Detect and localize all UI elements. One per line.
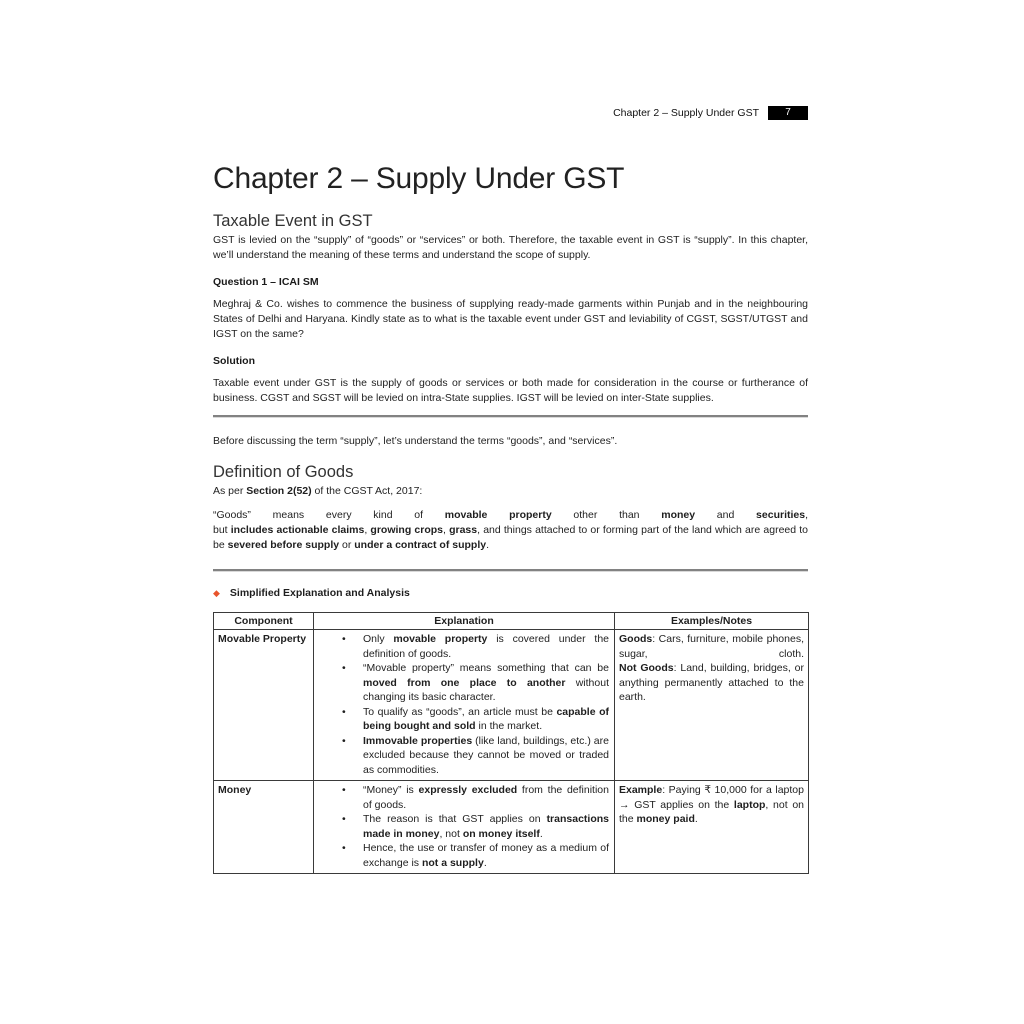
explanation-bullet-list [318,783,610,870]
examples-line: Not Goods: Land, building, bridges, or anything permanently attached to the earth. [619,662,804,703]
explanation-bullet: • Only movable property is covered under the definition of goods. [338,632,609,661]
table-header-explanation: Explanation [314,613,615,630]
section-definition-of-goods [213,462,808,553]
solution-body: Taxable event under GST is the supply of goods or services or both made for consideration in the course or furtherance of business. CGST and SGST will be levied on intra-State supplies. IGST will be levied on inter-State supplies. [213,377,808,404]
explanation-bullet: • “Movable property” means something that can be moved from one place to another without changing its basic character. [338,661,609,705]
explanation-bullet: • Hence, the use or transfer of money as a medium of exchange is not a supply. [338,841,609,870]
table-header-row [214,613,809,630]
explanation-bullet: • Immovable properties (like land, buildings, etc.) are excluded because they cannot be moved or traded as commodities. [338,734,609,778]
explanation-bullet: • To qualify as “goods”, an article must be capable of being bought and sold in the market. [338,705,609,734]
component-cell: Movable Property [214,630,314,781]
explanation-bullet: • The reason is that GST applies on transactions made in money, not on money itself. [338,812,609,841]
analysis-table [213,612,809,874]
definition-goods-heading: Definition of Goods [213,463,354,481]
component-cell: Money [214,781,314,874]
definition-text-line1: “Goods” means every kind of movable property other than money and securities, [213,509,808,521]
running-header-title: Chapter 2 – Supply Under GST [613,107,759,119]
explanation-bullet-list [318,632,610,777]
diamond-icon: ◆ [213,588,220,598]
analysis-callout [213,586,808,601]
question-1-body: Meghraj & Co. wishes to commence the business of supplying ready-made garments within Punjab and in the neighbouring States of Delhi and Haryana. Kindly state as to what is the taxable event under GST and leviability of CGST, SGST/UTGST and IGST on the same? [213,298,808,340]
explanation-cell [314,781,615,874]
solution-heading: Solution [213,355,255,367]
transition-paragraph: Before discussing the term “supply”, let’s understand the terms “goods”, and “services”. [213,435,618,447]
document-page [213,0,808,874]
definition-intro: As per Section 2(52) of the CGST Act, 2017: [213,485,423,497]
section-question-1 [213,275,808,342]
page-number-badge: 7 [768,106,808,120]
examples-cell [615,781,809,874]
explanation-cell [314,630,615,781]
examples-line: Goods: Cars, furniture, mobile phones, sugar, cloth. [619,633,804,660]
section-solution [213,354,808,406]
table-header-component: Component [214,613,314,630]
definition-text-rest: but includes actionable claims, growing crops, grass, and things attached to or forming part of the land which are agreed to be severed before supply or under a contract of supply. [213,524,809,551]
table-row-money [214,781,809,874]
table-row-movable-property [214,630,809,781]
section-divider-2 [213,569,808,571]
table-header-examples: Examples/Notes [615,613,809,630]
analysis-heading: Simplified Explanation and Analysis [229,587,410,599]
section-taxable-event [213,211,808,263]
section-divider-1 [213,415,808,417]
taxable-event-heading: Taxable Event in GST [213,212,373,230]
question-1-heading: Question 1 – ICAI SM [213,276,319,288]
taxable-event-paragraph: GST is levied on the “supply” of “goods” or “services” or both. Therefore, the taxable event in GST is “supply”. In this chapter, we’ll understand the meaning of these terms and understand the scope of supply. [213,234,808,261]
examples-line: Example: Paying ₹ 10,000 for a laptop → GST applies on the laptop, not on the money paid. [619,784,805,825]
explanation-bullet: • “Money” is expressly excluded from the definition of goods. [338,783,609,812]
chapter-title: Chapter 2 – Supply Under GST [213,162,625,195]
examples-cell [615,630,809,781]
page-header [213,106,808,120]
